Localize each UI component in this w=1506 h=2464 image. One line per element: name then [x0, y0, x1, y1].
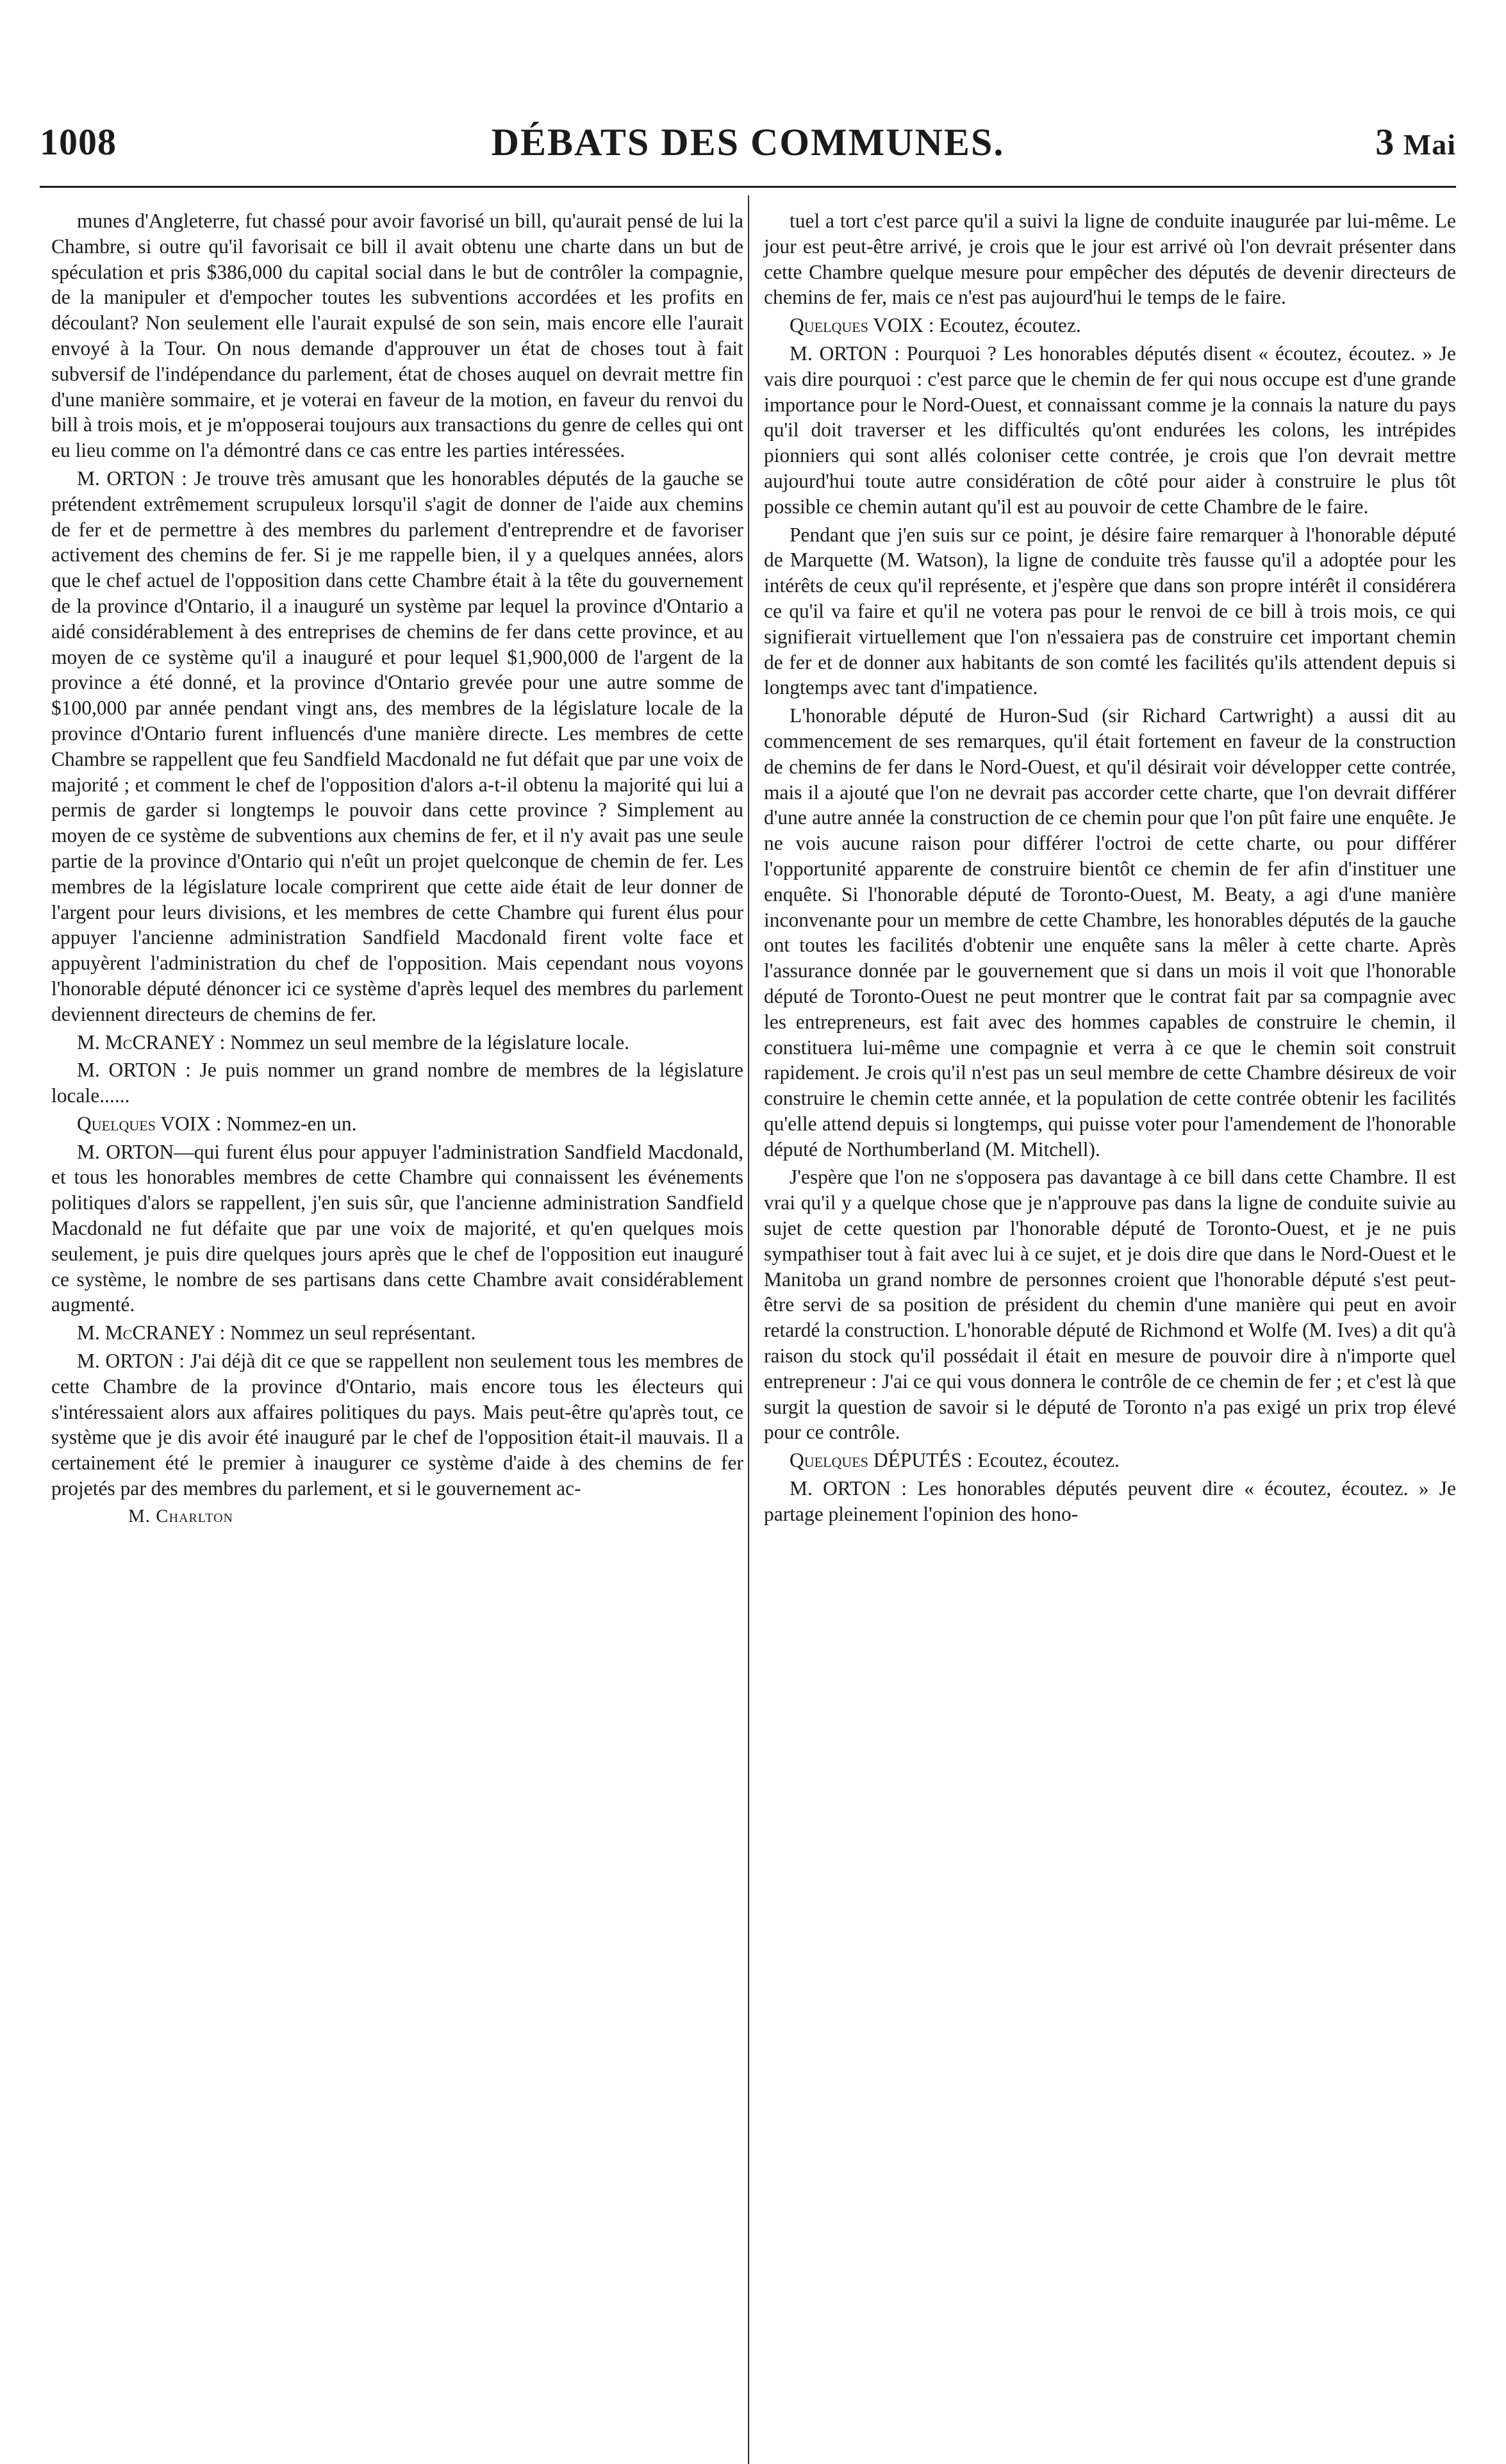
running-title: DÉBATS DES COMMUNES. [491, 121, 1005, 163]
paragraph-text: Je puis nommer un grand nombre de membres de la législature locale...... [51, 1059, 743, 1107]
paragraph [764, 1476, 1456, 1527]
catchword: M. Charlton [128, 1505, 233, 1526]
page-header [40, 120, 1456, 178]
paragraph-text: Ecoutez, écoutez. [934, 314, 1081, 337]
paragraph-text: —qui furent élus pour appuyer l'administration Sandfield Macdonald, et tous les honorables membres de cette Chambre qui connaissent les événements politiques d'alors se rappellent, j'en suis sûr, que l'ancienne administration Sandfield Macdonald ne fut défaite que par une voix de majorité, et qu'en quelques mois seulement, je puis dire quelques jours après que le chef de l'opposition eut inauguré ce système, le nombre de ses partisans dans cette Chambre avait considérablement augmenté. [51, 1140, 743, 1316]
speaker-name: M. ORTON [77, 1140, 174, 1163]
paragraph [764, 703, 1456, 1162]
paragraph-text: tuel a tort c'est parce qu'il a suivi la ligne de conduite inaugurée par lui-même. Le jour est peut-être arrivé, je crois que le jour est arrivé où l'on devrait présenter dans cette Chambre quelque mesure pour empêcher des députés de devenir directeurs de chemins de fer, mais ce n'est pas aujourd'hui le temps de le faire. [764, 210, 1456, 309]
page-date [1375, 120, 1456, 163]
paragraph-text: Ecoutez, écoutez. [972, 1449, 1120, 1472]
speaker-name: M. ORTON : [790, 1477, 907, 1500]
speaker-name: M. McCRANEY : [77, 1030, 226, 1054]
right-column [764, 208, 1456, 1530]
paragraph [51, 208, 743, 463]
speaker-name: Quelques DÉPUTÉS : [790, 1449, 973, 1472]
paragraph [51, 1030, 743, 1055]
paragraph [51, 1139, 743, 1318]
paragraph-text: L'honorable député de Huron-Sud (sir Richard Cartwright) a aussi dit au commencement de ses remarques, qu'il était fortement en faveur de la construction de chemins de fer dans le Nord-Ouest, et qu'il désirait voir développer cette contrée, mais il a ajouté que l'on ne devrait pas accorder cette charte, que l'on devrait différer d'une autre année la construction de ce chemin pour que l'on pût faire une enquête. Je ne vois aucune raison pour différer l'octroi de cette charte, ou pour différer l'opportunité apparente de construire bientôt ce chemin de fer afin d'instituer une enquête. Si l'honorable député de Toronto-Ouest, M. Beaty, a agi d'une manière inconvenante pour un membre de cette Chambre, les honorables députés de la gauche ont toutes les facilités d'obtenir une enquête sans la mêler à cette charte. Après l'assurance donnée par le gouvernement que si dans un mois il voit que l'honorable député de Toronto-Ouest ne peut montrer que le contrat fait par sa compagnie avec les entrepreneurs, est fait avec des hommes capables de construire le chemin, il constituera lui-même une compagnie et verra à ce que le chemin soit construit rapidement. Je crois qu'il n'est pas un seul membre de cette Chambre désireux de voir construire le chemin cette année, et la population de cette contrée obtenir les facilités qu'elle attend depuis si longtemps, qui puisse voter pour l'amendement de l'honorable député de Northumberland (M. Mitchell). [764, 704, 1456, 1161]
paragraph [764, 208, 1456, 310]
paragraph-text: munes d'Angleterre, fut chassé pour avoir favorisé un bill, qu'aurait pensé de lui la Chambre, si outre qu'il favorisait ce bill il avait obtenu une charte dans un but de spéculation et pris $386,000 du capital social dans le but de contrôler la compagnie, de la manipuler et d'empocher toutes les subventions accordées et les profits en découlant? Non seulement elle l'aurait expulsé de son sein, mais encore elle l'aurait envoyé à la Tour. On nous demande d'approuver un état de choses tout à fait subversif de l'indépendance du parlement, état de choses auquel on devrait mettre fin d'une manière sommaire, et je voterai en faveur de la motion, en faveur du renvoi du bill à trois mois, et je m'opposerai toujours aux transactions du genre de celles qui ont eu lieu comme on l'a démontré dans ce cas entre les parties intéressées. [51, 210, 743, 462]
paragraph-text: J'ai déjà dit ce que se rappellent non seulement tous les membres de cette Chambre de la province d'Ontario, mais encore tous les électeurs qui s'intéressaient alors aux affaires politiques du pays. Mais peut-être qu'après tout, ce système que je dis avoir été inauguré par le chef de l'opposition était-il mauvais. Il a certainement été le premier à inaugurer ce système d'aide à des chemins de fer projetés par des membres du parlement, et si le gouvernement ac- [51, 1350, 743, 1500]
paragraph-text: J'espère que l'on ne s'opposera pas davantage à ce bill dans cette Chambre. Il est vrai qu'il y a quelque chose que je n'approuve pas dans la ligne de conduite suivie au sujet de cette question par l'honorable député de Toronto-Ouest, et je ne puis sympathiser tout à fait avec lui à ce sujet, et je dois dire que dans le Nord-Ouest et le Manitoba un grand nombre de personnes croient que l'honorable député s'est peut-être servi de sa position de président du chemin d'une manière qui peut en avoir retardé la construction. L'honorable député de Richmond et Wolfe (M. Ives) a dit qu'à raison du stock qu'il possédait il était en mesure de pouvoir dire à n'importe quel entrepreneur : J'ai ce qui vous donnera le contrôle de ce chemin de fer ; et c'est là que surgit la question de savoir si le député de Toronto n'a pas exigé un prix trop élevé pour ce contrôle. [764, 1166, 1456, 1444]
paragraph [51, 1111, 743, 1137]
left-column [51, 208, 743, 1530]
header-rule [40, 186, 1456, 188]
paragraph [764, 313, 1456, 338]
speaker-name: M. McCRANEY : [77, 1321, 226, 1344]
speaker-name: M. ORTON : [77, 467, 188, 490]
paragraph [764, 1448, 1456, 1473]
paragraph [51, 1348, 743, 1501]
speaker-name: Quelques VOIX : [790, 314, 934, 337]
speaker-name: Quelques VOIX : [77, 1112, 222, 1135]
speaker-name: M. ORTON : [77, 1350, 185, 1373]
paragraph [51, 1057, 743, 1109]
page-number: 1008 [40, 121, 117, 163]
paragraph-text: Nommez un seul membre de la législature locale. [225, 1030, 630, 1054]
column-divider [748, 195, 749, 2464]
paragraph-text: Je trouve très amusant que les honorables députés de la gauche se prétendent extrêmement scrupuleux lorsqu'il s'agit de donner de l'aide aux chemins de fer et de permettre à des membres du parlement d'entreprendre et de favoriser activement des chemins de fer. Si je me rappelle bien, il y a quelques années, alors que le chef actuel de l'opposition dans cette Chambre était à la tête du gouvernement de la province d'Ontario, il a inauguré un système par lequel la province d'Ontario a aidé considérablement à des entreprises de chemins de fer dans cette province, et au moyen de ce système qu'il a inauguré et pour lequel $1,900,000 de l'argent de la province a été donné, et la province d'Ontario grevée pour une autre somme de $100,000 par année pendant vingt ans, des membres de la législature locale de la province d'Ontario furent influencés d'une manière directe. Les membres de cette Chambre se rappellent que feu Sandfield Macdonald ne fut défait que par une voix de majorité ; et comment le chef de l'opposition d'alors a-t-il obtenu la majorité qui lui a permis de garder si longtemps le pouvoir dans cette province ? Simplement au moyen de ce système de subventions aux chemins de fer, et il n'y avait pas une seule partie de la province d'Ontario qui n'eût un projet quelconque de chemin de fer. Les membres de la législature locale comprirent que cette aide était de leur donner de l'argent pour leurs divisions, et les membres de cette Chambre qui furent élus pour appuyer l'ancienne administration Sandfield Macdonald firent volte face et appuyèrent l'administration du chef de l'opposition. Mais cependant nous voyons l'honorable député dénoncer ici ce système d'après lequel des membres du parlement deviennent directeurs de chemins de fer. [51, 467, 743, 1025]
paragraph [764, 1164, 1456, 1445]
speaker-name: M. ORTON : [790, 342, 900, 365]
date-day: 3 [1375, 121, 1394, 163]
paragraph [764, 341, 1456, 520]
paragraph-text: Pendant que j'en suis sur ce point, je désire faire remarquer à l'honorable député de Marquette (M. Watson), la ligne de conduite très fausse qu'il a adoptée pour les intérêts de ceux qu'il représente, et j'espère que dans son propre intérêt il considérera ce qu'il va faire et qu'il ne votera pas pour le renvoi de ce bill à trois mois, ce qui signifierait virtuellement que l'on n'essaiera pas de construire cet important chemin de fer et de donner aux habitants de son comté les facilités qu'ils attendent depuis si longtemps avec tant d'impatience. [764, 523, 1456, 699]
paragraph [764, 522, 1456, 701]
paragraph-text: Pourquoi ? Les honorables députés disent « écoutez, écoutez. » Je vais dire pourquoi : c'est parce que le chemin de fer qui nous occupe est d'une grande importance pour le Nord-Ouest, et connaissant comme je la connais la nature du pays qu'il doit traverser et les difficultés qu'ont endurées les colons, les intrépides pionniers qui sont allés coloniser cette contrée, je crois que l'on devrait mettre aujourd'hui toute autre considération de côté pour aider à construire le plus tôt possible ce chemin autant qu'il est au pouvoir de cette Chambre de le faire. [764, 342, 1456, 518]
speaker-name: M. ORTON : [77, 1059, 191, 1082]
date-month: Mai [1403, 128, 1456, 161]
paragraph-text: Nommez un seul représentant. [225, 1321, 476, 1344]
paragraph [51, 466, 743, 1027]
paragraph-text: Nommez-en un. [221, 1112, 357, 1135]
paragraph [51, 1320, 743, 1346]
paragraph-text: Les honorables députés peuvent dire « écoutez, écoutez. » Je partage pleinement l'opinion des hono- [764, 1477, 1456, 1525]
